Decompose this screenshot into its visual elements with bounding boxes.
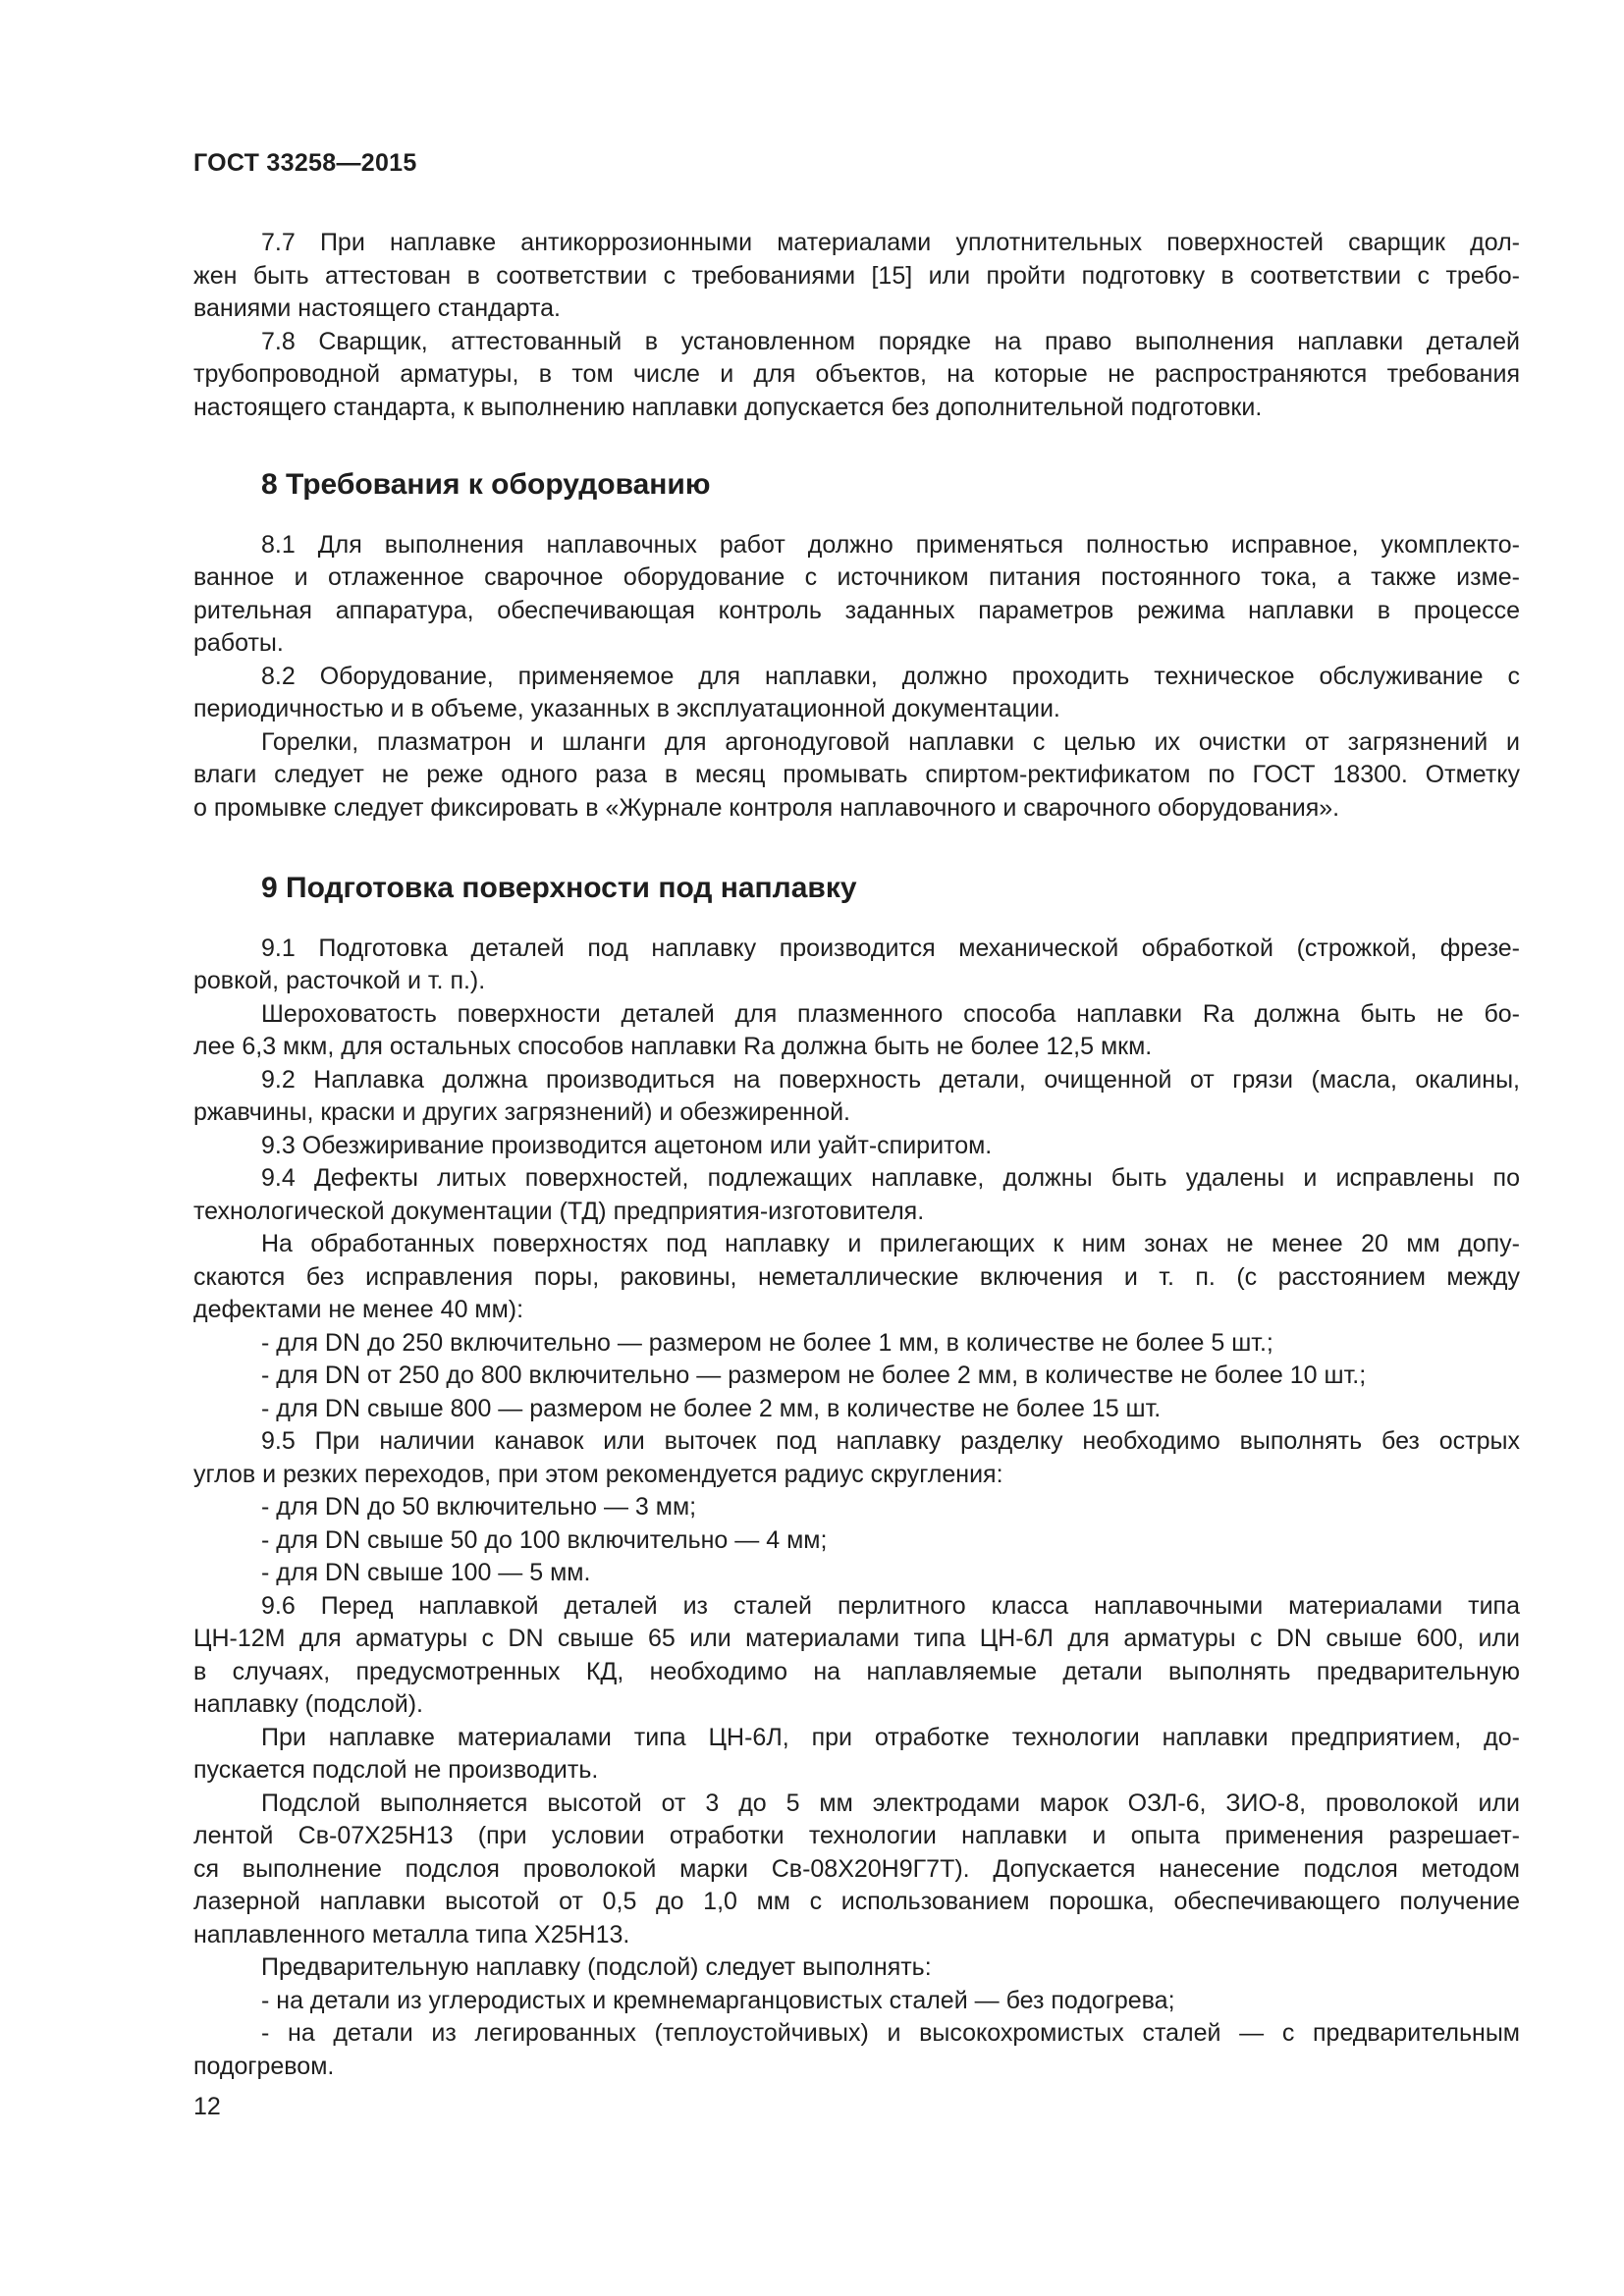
- text-line: - для DN до 250 включительно — размером не более 1 мм, в количестве не более 5 шт.;: [261, 1328, 1273, 1357]
- text-line: Горелки, плазматрон и шланги для аргонодуговой наплавки с целью их очистки от загрязнений и: [261, 727, 1520, 756]
- text-line: - на детали из легированных (теплоустойчивых) и высокохромистых сталей — с предварительным: [261, 2019, 1520, 2047]
- paragraph: [193, 227, 1520, 326]
- text-line: трубопроводной арматуры, в том числе и для объектов, на которые не распространяются требования: [193, 360, 1520, 388]
- text-line: лее 6,3 мкм, для остальных способов наплавки Ra должна быть не более 12,5 мкм.: [193, 1033, 1153, 1060]
- paragraph: [193, 1162, 1520, 1228]
- document-header: ГОСТ 33258—2015: [193, 149, 417, 177]
- text-line: ровкой, расточкой и т. п.).: [193, 967, 486, 994]
- text-line: Шероховатость поверхности деталей для плазменного способа наплавки Ra должна быть не бо-: [261, 999, 1520, 1028]
- text-line: подогревом.: [193, 2052, 335, 2080]
- text-line: влаги следует не реже одного раза в месяц промывать спиртом-ректификатом по ГОСТ 18300. Отметку: [193, 761, 1520, 788]
- text-line: - на детали из углеродистых и кремнемарганцовистых сталей — без подогрева;: [261, 1986, 1175, 2014]
- paragraph: [193, 529, 1520, 661]
- paragraph: [193, 326, 1520, 425]
- text-line: Предварительную наплавку (подслой) следует выполнять:: [261, 1953, 932, 1981]
- text-line: 8.2 Оборудование, применяемое для наплавки, должно проходить техническое обслуживание с: [261, 662, 1520, 690]
- section-heading: 9 Подготовка поверхности под наплавку: [261, 872, 857, 904]
- paragraph: [193, 1064, 1520, 1130]
- text-line: пускается подслой не производить.: [193, 1756, 599, 1784]
- text-line: - для DN до 50 включительно — 3 мм;: [261, 1493, 697, 1521]
- text-line: ржавчины, краски и других загрязнений) и обезжиренной.: [193, 1098, 851, 1126]
- text-line: 9.2 Наплавка должна производиться на поверхность детали, очищенной от грязи (масла, окалины,: [261, 1065, 1520, 1094]
- paragraph: [193, 1425, 1520, 1491]
- text-line: наплавку (подслой).: [193, 1690, 423, 1718]
- paragraph: [193, 998, 1520, 1064]
- page-number: 12: [193, 2093, 221, 2120]
- text-line: ваниями настоящего стандарта.: [193, 294, 561, 322]
- text-line: - для DN от 250 до 800 включительно — размером не более 2 мм, в количестве не более 10 шт.;: [261, 1362, 1367, 1389]
- paragraph: [193, 933, 1520, 998]
- text-line: о промывке следует фиксировать в «Журнале контроля наплавочного и сварочного оборудования».: [193, 793, 1340, 822]
- document-body: [193, 227, 1520, 2124]
- paragraph: [193, 1130, 1520, 1163]
- text-line: 9.5 При наличии канавок или выточек под наплавку разделку необходимо выполнять без острых: [261, 1427, 1520, 1455]
- paragraph: [193, 1788, 1520, 1952]
- text-line: При наплавке материалами типа ЦН-6Л, при отработке технологии наплавки предприятием, до-: [261, 1723, 1520, 1751]
- text-line: технологической документации (ТД) предприятия-изготовителя.: [193, 1197, 925, 1225]
- paragraph: [193, 1985, 1520, 2018]
- text-line: в случаях, предусмотренных КД, необходимо на наплавляемые детали выполнять предварительную: [193, 1657, 1520, 1685]
- paragraph: [193, 1951, 1520, 1985]
- text-line: 9.6 Перед наплавкой деталей из сталей перлитного класса наплавочными материалами типа: [261, 1591, 1520, 1620]
- paragraph: [193, 1722, 1520, 1788]
- text-line: скаются без исправления поры, раковины, неметаллические включения и т. п. (с расстоянием между: [193, 1262, 1520, 1291]
- text-line: - для DN свыше 800 — размером не более 2 мм, в количестве не более 15 шт.: [261, 1394, 1162, 1422]
- text-line: 8.1 Для выполнения наплавочных работ должно применяться полностью исправное, укомплекто-: [261, 530, 1520, 559]
- text-line: наплавленного металла типа Х25Н13.: [193, 1920, 630, 1949]
- text-line: работы.: [193, 629, 284, 657]
- paragraph: [193, 726, 1520, 826]
- paragraph: [193, 1327, 1520, 1361]
- text-line: 9.4 Дефекты литых поверхностей, подлежащих наплавке, должны быть удалены и исправлены по: [261, 1164, 1520, 1192]
- paragraph: [193, 1524, 1520, 1558]
- text-line: рительная аппаратура, обеспечивающая контроль заданных параметров режима наплавки в процессе: [193, 596, 1520, 624]
- paragraph: [193, 1557, 1520, 1590]
- text-line: - для DN свыше 100 — 5 мм.: [261, 1559, 591, 1586]
- text-line: жен быть аттестован в соответствии с требованиями [15] или пройти подготовку в соответствии с требо-: [193, 261, 1520, 290]
- paragraph: [193, 1590, 1520, 1722]
- text-line: лазерной наплавки высотой от 0,5 до 1,0 мм с использованием порошка, обеспечивающего получение: [193, 1888, 1520, 1915]
- text-line: На обработанных поверхностях под наплавку и прилегающих к ним зонах не менее 20 мм допу-: [261, 1230, 1520, 1257]
- text-line: углов и резких переходов, при этом рекомендуется радиус скругления:: [193, 1460, 1003, 1488]
- text-line: 7.8 Сварщик, аттестованный в установленном порядке на право выполнения наплавки деталей: [261, 327, 1520, 355]
- section-heading: 8 Требования к оборудованию: [261, 468, 711, 501]
- text-line: 7.7 При наплавке антикоррозионными материалами уплотнительных поверхностей сварщик дол-: [261, 229, 1520, 256]
- text-line: 9.3 Обезжиривание производится ацетоном или уайт-спиритом.: [261, 1131, 993, 1159]
- paragraph: [193, 1228, 1520, 1327]
- text-line: ванное и отлаженное сварочное оборудование с источником питания постоянного тока, а также изме-: [193, 563, 1520, 591]
- text-line: 9.1 Подготовка деталей под наплавку производится механической обработкой (строжкой, фрезе-: [261, 934, 1520, 962]
- paragraph: [193, 1393, 1520, 1426]
- text-line: настоящего стандарта, к выполнению наплавки допускается без дополнительной подготовки.: [193, 393, 1263, 421]
- text-line: ЦН-12М для арматуры с DN свыше 65 или материалами типа ЦН-6Л для арматуры с DN свыше 600, или: [193, 1625, 1520, 1652]
- text-line: Подслой выполняется высотой от 3 до 5 мм электродами марок ОЗЛ-6, ЗИО-8, проволокой или: [261, 1789, 1520, 1817]
- text-line: периодичностью и в объеме, указанных в эксплуатационной документации.: [193, 695, 1060, 722]
- paragraph: [193, 661, 1520, 726]
- paragraph: [193, 2017, 1520, 2083]
- text-line: ся выполнение подслоя проволокой марки Св-08Х20Н9Г7Т). Допускается нанесение подслоя методом: [193, 1854, 1520, 1883]
- text-line: - для DN свыше 50 до 100 включительно — 4 мм;: [261, 1525, 828, 1554]
- text-line: дефектами не менее 40 мм):: [193, 1296, 524, 1323]
- paragraph: [193, 1491, 1520, 1524]
- text-line: лентой Св-07Х25Н13 (при условии отработки технологии наплавки и опыта применения разрешает-: [193, 1822, 1520, 1849]
- paragraph: [193, 1360, 1520, 1393]
